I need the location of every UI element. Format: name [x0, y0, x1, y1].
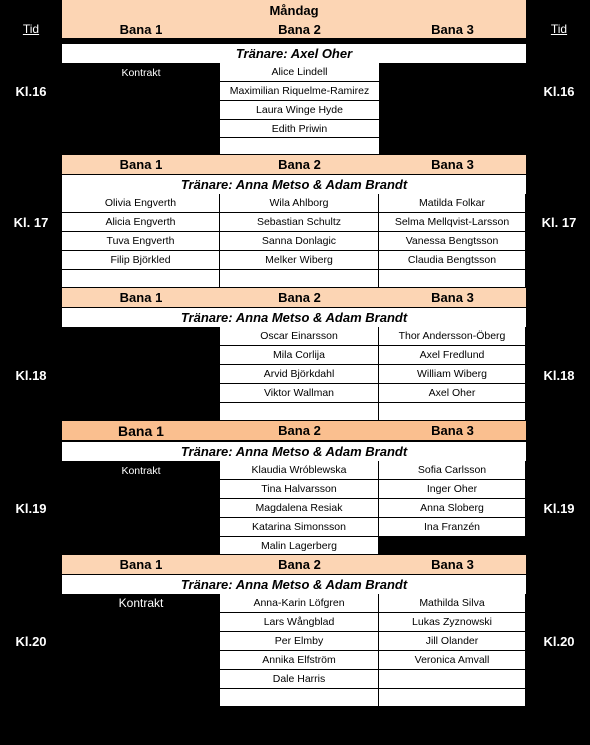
kl16-lane2-row1: Alice Lindell — [220, 63, 380, 82]
kl17-lane1-row1: Olivia Engverth — [62, 194, 220, 213]
kontrakt-kl19: Kontrakt — [121, 465, 161, 477]
kl18-lane2-row5 — [220, 403, 379, 421]
kl19-lane-3: Bana 3 — [431, 423, 474, 438]
kl20-lane2-row4: Annika Elfström — [220, 651, 379, 670]
tid-right: Tid — [550, 22, 568, 36]
time-left-kl16: Kl.16 — [15, 83, 47, 99]
trainer-kl16: Tränare: Axel Oher — [62, 44, 526, 63]
kl16-lane2-row2: Maximilian Riquelme-Ramirez — [220, 82, 380, 101]
kl19-lane3-row2: Inger Oher — [379, 480, 526, 499]
kl19-lane2-row1: Klaudia Wróblewska — [220, 461, 379, 480]
time-right-kl19: Kl.19 — [543, 500, 575, 516]
kl18-lane3-row2: Axel Fredlund — [379, 346, 526, 365]
kl18-lane3-row4: Axel Oher — [379, 384, 526, 403]
kl20-lane2-row5: Dale Harris — [220, 670, 379, 689]
kl19-lane3-row1: Sofia Carlsson — [379, 461, 526, 480]
kl18-lane2-row2: Mila Corlija — [220, 346, 379, 365]
kl19-lane2-row2: Tina Halvarsson — [220, 480, 379, 499]
kl16-lane2-row5 — [220, 138, 380, 155]
kl17-lane1-row3: Tuva Engverth — [62, 232, 220, 251]
kl17-lane2-row2: Sebastian Schultz — [220, 213, 379, 232]
header-lane-3: Bana 3 — [431, 21, 474, 37]
kl17-lane3-row5 — [379, 270, 526, 288]
kl19-lane2-row3: Magdalena Resiak — [220, 499, 379, 518]
kl18-lane2-row3: Arvid Björkdahl — [220, 365, 379, 384]
kl17-lane3-row4: Claudia Bengtsson — [379, 251, 526, 270]
kl20-lane3-row3: Jill Olander — [379, 632, 526, 651]
kl20-lane3-row5 — [379, 670, 526, 689]
kontrakt-kl16: Kontrakt — [121, 67, 161, 79]
kl18-lane3-row3: William Wiberg — [379, 365, 526, 384]
kl18-lane3-row5 — [379, 403, 526, 421]
kl17-lane-3: Bana 3 — [431, 157, 474, 172]
kl18-lane2-row1: Oscar Einarsson — [220, 327, 379, 346]
header-lane-1: Bana 1 — [119, 21, 163, 37]
kl20-lane3-row4: Veronica Amvall — [379, 651, 526, 670]
kl17-lane3-row1: Matilda Folkar — [379, 194, 526, 213]
trainer-kl17: Tränare: Anna Metso & Adam Brandt — [62, 175, 526, 194]
kl18-lane-3: Bana 3 — [431, 290, 474, 305]
kl17-lane2-row4: Melker Wiberg — [220, 251, 379, 270]
kl20-lane-3: Bana 3 — [431, 557, 474, 572]
kl17-lane-1: Bana 1 — [119, 157, 163, 172]
kl19-lane2-row4: Katarina Simonsson — [220, 518, 379, 537]
trainer-kl19: Tränare: Anna Metso & Adam Brandt — [62, 442, 526, 461]
kl18-lane-2: Bana 2 — [278, 290, 321, 305]
kl20-lane2-row3: Per Elmby — [220, 632, 379, 651]
kl20-lane-1: Bana 1 — [119, 557, 163, 572]
time-right-kl16: Kl.16 — [543, 83, 575, 99]
day-title: Måndag — [269, 2, 319, 18]
kl20-lane3-row2: Lukas Zyznowski — [379, 613, 526, 632]
kl20-lane2-row1: Anna-Karin Löfgren — [220, 594, 379, 613]
kl16-lane2-row4: Edith Priwin — [220, 120, 380, 138]
kl17-lane3-row2: Selma Mellqvist-Larsson — [379, 213, 526, 232]
time-left-kl20: Kl.20 — [15, 633, 47, 649]
kl16-lane2-row3: Laura Winge Hyde — [220, 101, 380, 120]
header-lane-2: Bana 2 — [278, 21, 321, 37]
kl20-lane3-row6 — [379, 689, 526, 707]
time-left-kl17: Kl. 17 — [13, 214, 49, 230]
time-right-kl18: Kl.18 — [543, 367, 575, 383]
trainer-kl18: Tränare: Anna Metso & Adam Brandt — [62, 308, 526, 327]
kl18-lane2-row4: Viktor Wallman — [220, 384, 379, 403]
kl20-lane-2: Bana 2 — [278, 557, 321, 572]
kl17-lane2-row1: Wila Ahlborg — [220, 194, 379, 213]
kl17-lane-2: Bana 2 — [278, 157, 321, 172]
kl19-lane3-row4: Ina Franzén — [379, 518, 526, 537]
trainer-kl20: Tränare: Anna Metso & Adam Brandt — [62, 575, 526, 594]
kl19-lane2-row5: Malin Lagerberg — [220, 537, 379, 555]
kl17-lane2-row3: Sanna Donlagic — [220, 232, 379, 251]
kl17-lane1-row2: Alicia Engverth — [62, 213, 220, 232]
kl18-lane3-row1: Thor Andersson-Öberg — [379, 327, 526, 346]
kl17-lane3-row3: Vanessa Bengtsson — [379, 232, 526, 251]
kl20-lane3-row1: Mathilda Silva — [379, 594, 526, 613]
kl19-lane-2: Bana 2 — [278, 423, 321, 438]
kl18-lane-1: Bana 1 — [119, 290, 163, 305]
tid-left: Tid — [22, 22, 40, 36]
time-right-kl20: Kl.20 — [543, 633, 575, 649]
kl17-lane2-row5 — [220, 270, 379, 288]
kl17-lane1-row5 — [62, 270, 220, 288]
time-left-kl19: Kl.19 — [15, 500, 47, 516]
time-left-kl18: Kl.18 — [15, 367, 47, 383]
kl19-lane-1: Bana 1 — [118, 422, 164, 439]
kl17-lane1-row4: Filip Björkled — [62, 251, 220, 270]
time-right-kl17: Kl. 17 — [541, 214, 577, 230]
kontrakt-kl20: Kontrakt — [118, 596, 164, 610]
kl20-lane2-row6 — [220, 689, 379, 707]
kl20-lane2-row2: Lars Wångblad — [220, 613, 379, 632]
kl19-lane3-row3: Anna Sloberg — [379, 499, 526, 518]
